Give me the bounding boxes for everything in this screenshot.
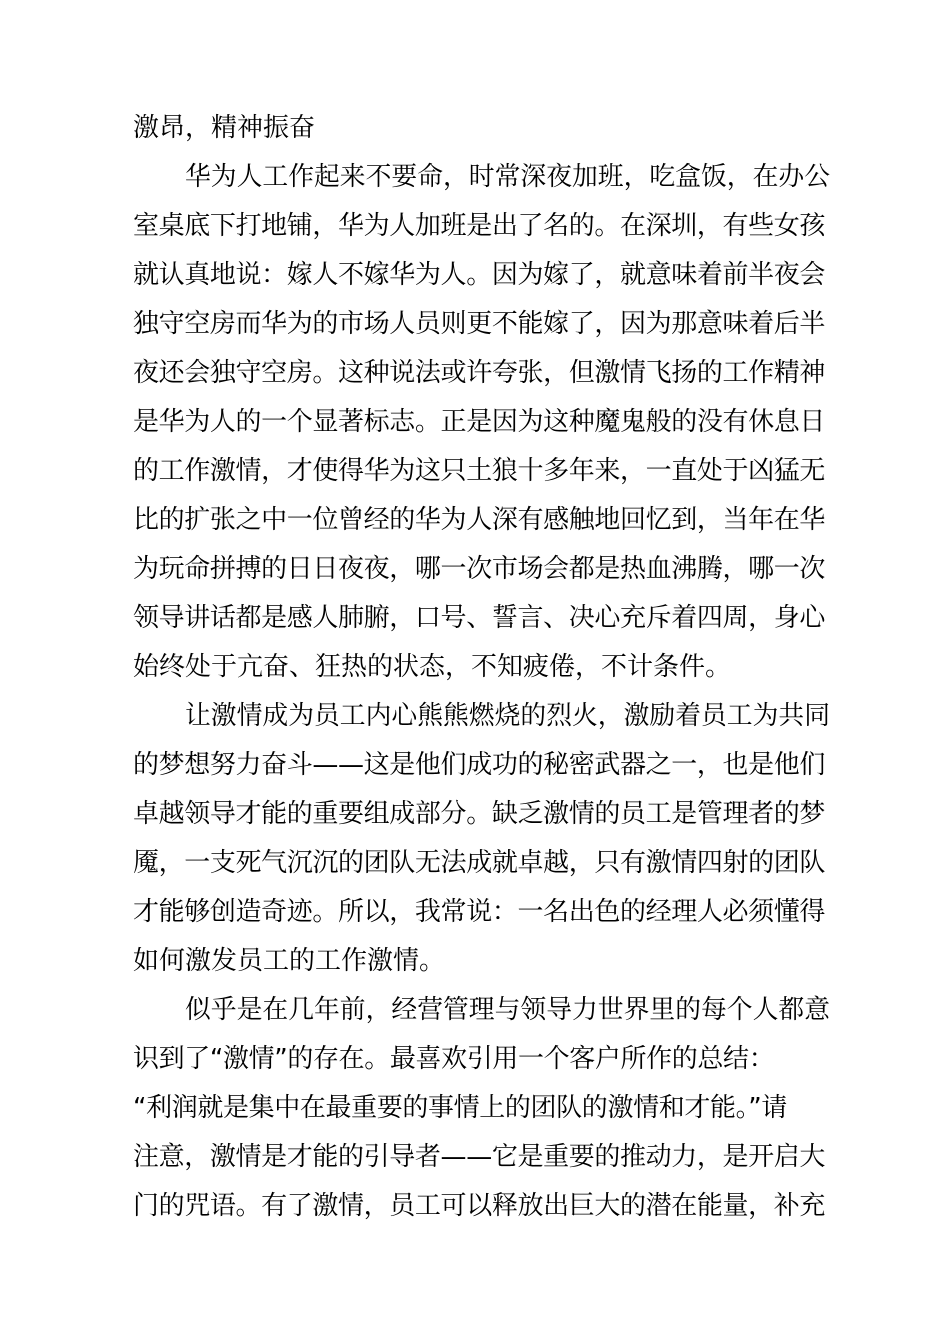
text-line: 识到了“激情”的存在。最喜欢引用一个客户所作的总结： xyxy=(133,1044,775,1074)
paragraph-first-line: 让激情成为员工内心熊熊燃烧的烈火，激励着员工为共同 xyxy=(185,701,831,731)
text-line: 为玩命拼搏的日日夜夜，哪一次市场会都是热血沸腾，哪一次 xyxy=(133,554,826,584)
text-line: 比的扩张之中一位曾经的华为人深有感触地回忆到，当年在华 xyxy=(133,505,826,535)
text-line: 领导讲话都是感人肺腑，口号、誓言、决心充斥着四周，身心 xyxy=(133,603,826,633)
paragraph-first-line: 华为人工作起来不要命，时常深夜加班，吃盒饭，在办公 xyxy=(185,162,831,192)
text-line: 夜还会独守空房。这种说法或许夸张，但激情飞扬的工作精神 xyxy=(133,358,826,388)
paragraph-first-line: 似乎是在几年前，经营管理与领导力世界里的每个人都意 xyxy=(185,995,831,1025)
text-line: 独守空房而华为的市场人员则更不能嫁了，因为那意味着后半 xyxy=(133,309,826,339)
text-line: 如何激发员工的工作激情。 xyxy=(133,946,446,976)
text-line: 的梦想努力奋斗——这是他们成功的秘密武器之一，也是他们 xyxy=(133,750,826,780)
text-line: 激昂，精神振奋 xyxy=(133,113,316,143)
text-line: 就认真地说：嫁人不嫁华为人。因为嫁了，就意味着前半夜会 xyxy=(133,260,826,290)
text-line: “利润就是集中在最重要的事情上的团队的激情和才能。”请 xyxy=(133,1093,787,1123)
text-line: 卓越领导才能的重要组成部分。缺乏激情的员工是管理者的梦 xyxy=(133,799,826,829)
text-line: 才能够创造奇迹。所以，我常说：一名出色的经理人必须懂得 xyxy=(133,897,826,927)
text-line: 门的咒语。有了激情，员工可以释放出巨大的潜在能量，补充 xyxy=(133,1191,826,1221)
text-line: 的工作激情，才使得华为这只土狼十多年来，一直处于凶猛无 xyxy=(133,456,826,486)
text-line: 始终处于亢奋、狂热的状态，不知疲倦，不计条件。 xyxy=(133,652,732,682)
text-line: 室桌底下打地铺，华为人加班是出了名的。在深圳，有些女孩 xyxy=(133,211,826,241)
text-line: 魇，一支死气沉沉的团队无法成就卓越，只有激情四射的团队 xyxy=(133,848,826,878)
text-line: 是华为人的一个显著标志。正是因为这种魔鬼般的没有休息日 xyxy=(133,407,826,437)
text-line: 注意，激情是才能的引导者——它是重要的推动力，是开启大 xyxy=(133,1142,826,1172)
